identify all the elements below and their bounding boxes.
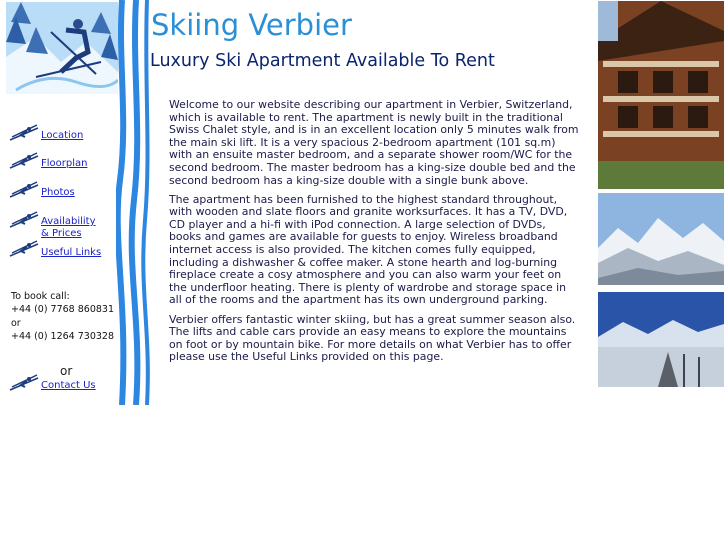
chalet-photo: [598, 1, 724, 189]
nav-link-availability[interactable]: [41, 216, 96, 240]
booking-info: [11, 290, 114, 343]
nav-item-availability[interactable]: [9, 210, 96, 240]
booking-heading: To book call:: [11, 291, 70, 302]
skier-icon: [9, 210, 40, 229]
nav-item-floorplan[interactable]: [9, 151, 87, 170]
mountain-panorama-photo: [598, 193, 724, 285]
nav-link-location[interactable]: Location: [41, 130, 84, 141]
nav-link-floorplan[interactable]: Floorplan: [41, 158, 88, 169]
nav-link-photos[interactable]: Photos: [41, 187, 75, 198]
contact-or: or: [60, 364, 73, 378]
site-logo: [6, 2, 118, 94]
site-title: Skiing Verbier: [151, 8, 352, 42]
verbier-paragraph: Verbier offers fantastic winter skiing, but has a great summer season also. The lifts and cable cars provide an easy means to explore the mountains on foot or by mountain bike. For more details on what Verbier has to offer please use the Useful Links provided on this page.: [169, 312, 576, 364]
nav-item-contact[interactable]: [9, 373, 96, 392]
nav-link-availability-line1: Availability: [41, 216, 96, 227]
main-content: [169, 99, 579, 370]
site-subtitle: Luxury Ski Apartment Available To Rent: [150, 51, 495, 71]
booking-phone-1: +44 (0) 7768 860831: [11, 304, 115, 316]
nav-item-location[interactable]: [9, 123, 83, 142]
skier-icon: [9, 123, 40, 142]
nav-link-contact-us[interactable]: Contact Us: [41, 380, 96, 391]
valley-view-photo: [598, 292, 724, 387]
skier-logo: [6, 2, 118, 94]
booking-or: or: [11, 317, 21, 329]
skier-icon: [9, 373, 40, 392]
skier-icon: [9, 180, 40, 199]
booking-phone-2: +44 (0) 1264 730328: [11, 330, 115, 342]
decorative-stripes: [116, 0, 152, 405]
nav-item-photos[interactable]: [9, 180, 75, 199]
skier-icon: [9, 239, 40, 258]
intro-paragraph: Welcome to our website describing our apartment in Verbier, Switzerland, which is available to rent. The apartment is newly built in the traditional Swiss Chalet style, and is in an excellent location only 5 minutes walk from the main ski lift. It is a very spacious 2-bedroom apartment (101 sq.m) with an ensuite master bedroom, and a separate shower room/WC for the second bedroom. The master bedroom has a king-size double bed and the second bedroom has a king-size double with a single bunk above.: [169, 98, 579, 187]
furnishings-paragraph: The apartment has been furnished to the highest standard throughout, with wooden and slate floors and granite worksurfaces. It has a TV, DVD, CD player and a hi-fi with iPod connection. A large selection of DVDs, books and games are available for guests to enjoy. Wireless broadband internet access is also provided. The kitchen comes fully equipped, including a dishwasher & coffee maker. A stone hearth and log-burning fireplace create a cosy atmosphere and you can also warm your feet on the underfloor heating. There is plenty of wardrobe and storage space in all of the rooms and the apartment has its own underground parking.: [169, 192, 568, 307]
nav-item-useful-links[interactable]: [9, 239, 101, 259]
nav-link-useful-links[interactable]: Useful Links: [41, 247, 102, 258]
nav-link-availability-line2: & Prices: [41, 228, 82, 239]
skier-icon: [9, 151, 40, 170]
